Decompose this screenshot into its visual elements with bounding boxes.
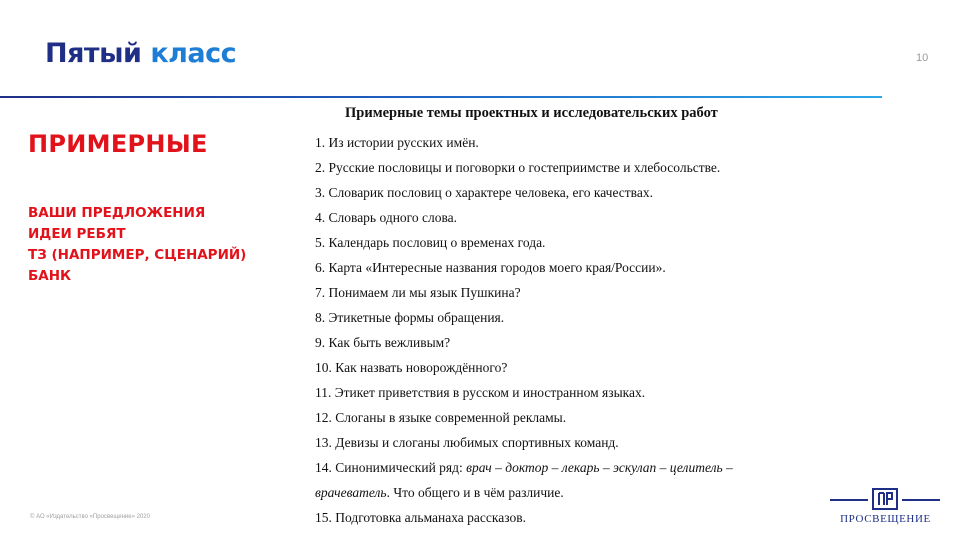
topic-item: 6. Карта «Интересные названия городов моего края/России». [315, 260, 666, 275]
page-number: 10 [916, 52, 929, 64]
slide-title-part2: класс [150, 38, 237, 69]
topic-item: 15. Подготовка альманаха рассказов. [315, 510, 526, 525]
topic-item: 7. Понимаем ли мы язык Пушкина? [315, 285, 521, 300]
logo-emblem-icon [872, 488, 898, 510]
copyright: © АО «Издательство «Просвещение» 2020 [30, 514, 150, 520]
slide-title [45, 38, 236, 69]
topic-item: 13. Девизы и слоганы любимых спортивных команд. [315, 435, 619, 450]
left-item: ИДЕИ РЕБЯТ [28, 226, 126, 242]
topic-item: 8. Этикетные формы обращения. [315, 310, 505, 325]
topic-item: 2. Русские пословицы и поговорки о гостеприимстве и хлебосольстве. [315, 160, 721, 175]
topic-14-suffix: . Что общего и в чём различие. [386, 485, 564, 500]
logo-left-bar [830, 499, 868, 501]
left-item: ВАШИ ПРЕДЛОЖЕНИЯ [28, 205, 206, 221]
topic-item: 1. Из истории русских имён. [315, 135, 479, 150]
document-title: Примерные темы проектных и исследовательских работ [345, 105, 718, 121]
topic-14-prefix: 14. Синонимический ряд: [315, 460, 467, 475]
publisher-logo [828, 488, 943, 528]
left-item: ТЗ (НАПРИМЕР, СЦЕНАРИЙ) [28, 247, 247, 263]
topic-item: 4. Словарь одного слова. [315, 210, 458, 225]
topic-item: 5. Календарь пословиц о временах года. [315, 235, 546, 250]
slide-title-part1: Пятый [45, 38, 142, 69]
left-item: БАНК [28, 268, 72, 284]
logo-text: ПРОСВЕЩЕНИЕ [840, 513, 931, 525]
topic-item: 3. Словарик пословиц о характере человека, его качествах. [315, 185, 653, 200]
logo-right-bar [902, 499, 940, 501]
left-list [28, 203, 246, 287]
topic-item: 11. Этикет приветствия в русском и иностранном языках. [315, 385, 646, 400]
topic-item: 12. Слоганы в языке современной рекламы. [315, 410, 567, 425]
topic-14-line1 [315, 455, 815, 480]
header-divider [0, 96, 882, 98]
topic-item-14 [315, 455, 815, 505]
topic-list [315, 130, 815, 530]
topic-item: 10. Как назвать новорождённого? [315, 360, 508, 375]
topic-14-synonyms: врач – доктор – лекарь – эскулап – целитель – [466, 460, 733, 475]
left-heading: ПРИМЕРНЫЕ [28, 130, 208, 158]
topic-item: 9. Как быть вежливым? [315, 335, 451, 350]
topic-14-last-synonym: врачеватель [315, 485, 387, 500]
topic-14-line2 [315, 485, 564, 500]
